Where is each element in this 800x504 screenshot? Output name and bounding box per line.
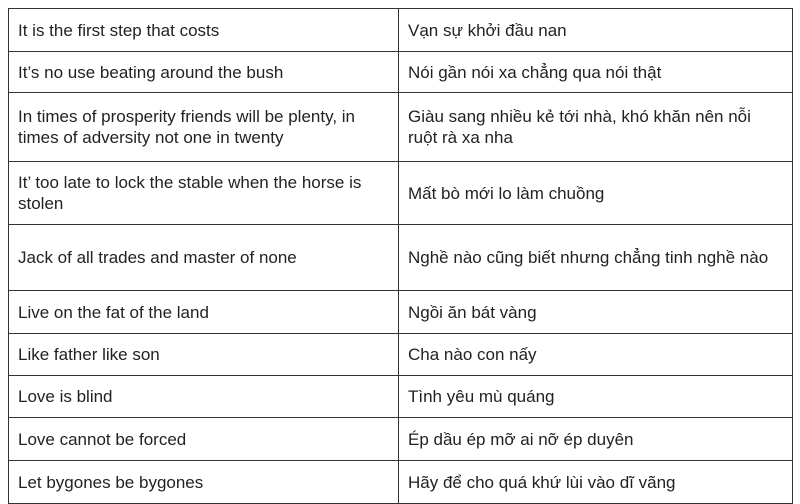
table-row xyxy=(9,9,793,52)
table-row xyxy=(9,225,793,291)
english-proverb-cell: Jack of all trades and master of none xyxy=(9,225,399,291)
table-row xyxy=(9,52,793,93)
table-row xyxy=(9,93,793,162)
proverb-table xyxy=(8,8,793,504)
table-row xyxy=(9,334,793,376)
vietnamese-proverb-cell: Ép dầu ép mỡ ai nỡ ép duyên xyxy=(399,418,793,461)
table-row xyxy=(9,461,793,504)
english-proverb-cell: Let bygones be bygones xyxy=(9,461,399,504)
table-row xyxy=(9,418,793,461)
english-proverb-cell: In times of prosperity friends will be plenty, in times of adversity not one in twenty xyxy=(9,93,399,162)
english-proverb-cell: Love is blind xyxy=(9,376,399,418)
vietnamese-proverb-cell: Nói gần nói xa chẳng qua nói thật xyxy=(399,52,793,93)
table-row xyxy=(9,376,793,418)
vietnamese-proverb-cell: Hãy để cho quá khứ lùi vào dĩ vãng xyxy=(399,461,793,504)
english-proverb-cell: Live on the fat of the land xyxy=(9,291,399,334)
english-proverb-cell: Love cannot be forced xyxy=(9,418,399,461)
vietnamese-proverb-cell: Tình yêu mù quáng xyxy=(399,376,793,418)
table-row xyxy=(9,291,793,334)
english-proverb-cell: Like father like son xyxy=(9,334,399,376)
english-proverb-cell: It is the first step that costs xyxy=(9,9,399,52)
vietnamese-proverb-cell: Mất bò mới lo làm chuồng xyxy=(399,162,793,225)
vietnamese-proverb-cell: Cha nào con nấy xyxy=(399,334,793,376)
english-proverb-cell: It’ too late to lock the stable when the horse is stolen xyxy=(9,162,399,225)
vietnamese-proverb-cell: Vạn sự khởi đầu nan xyxy=(399,9,793,52)
vietnamese-proverb-cell: Nghề nào cũng biết nhưng chẳng tinh nghề nào xyxy=(399,225,793,291)
english-proverb-cell: It’s no use beating around the bush xyxy=(9,52,399,93)
vietnamese-proverb-cell: Giàu sang nhiều kẻ tới nhà, khó khăn nên nỗi ruột rà xa nha xyxy=(399,93,793,162)
vietnamese-proverb-cell: Ngồi ăn bát vàng xyxy=(399,291,793,334)
table-row xyxy=(9,162,793,225)
